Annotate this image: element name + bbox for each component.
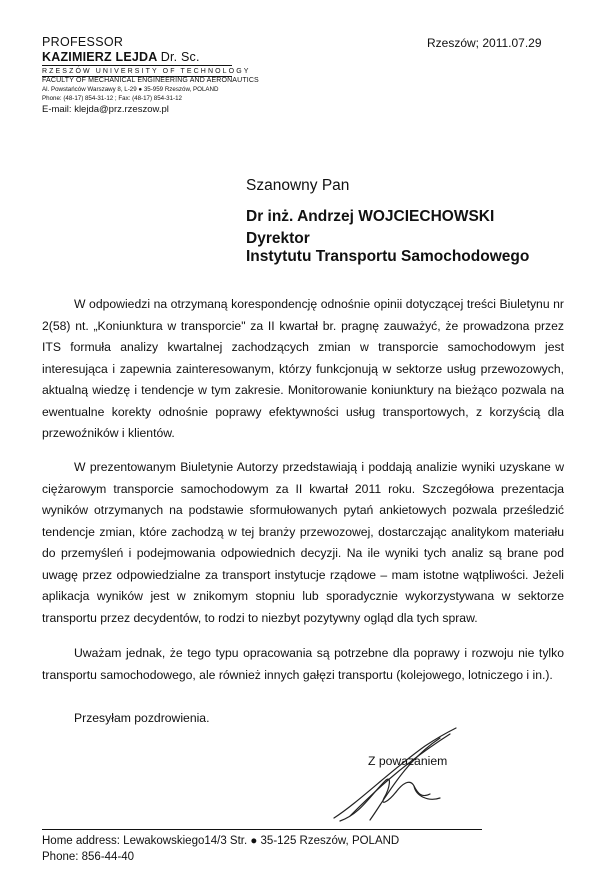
letterhead-degree: Dr. Sc.	[160, 50, 200, 64]
body-paragraph-2: W prezentowanym Biuletynie Autorzy przedstawiają i poddają analizie wyniki uzyskane w ciężarowym transporcie samochodowym za II kwartał 2011 roku. Szczegółowa prezentacja wyników otrzymanych na podstawie sformułowanych pytań ankietowych pozwala prześledzić tendencje zmian, które zachodzą w tej branży przewozowej, dostarczając analitykom materiału do przemyśleń i podejmowania odpowiednich decyzji. Na ile wyniki tych analiz są brane pod uwagę przez odpowiedzialne za transport instytucje rządowe – mam istotne wątpliwości. Jeżeli aplikacja wyników jest w znikomym stopniu lub sporadycznie wykorzystywana w sektorze transportu przez decydentów, to rodzi to niezbyt pozytywny ogląd dla tych spraw.	[42, 460, 564, 625]
body-paragraph-3-wrap	[42, 643, 564, 686]
letterhead-title: PROFESSOR	[42, 35, 124, 49]
letterhead-faculty: FACULTY OF MECHANICAL ENGINEERING AND AERONAUTICS	[42, 77, 259, 84]
footer-home-address: Home address: Lewakowskiego14/3 Str. ● 35-125 Rzeszów, POLAND	[42, 835, 400, 847]
letterhead-phone: Phone: (48-17) 854-31-12 ; Fax: (48-17) 854-31-12	[42, 95, 182, 102]
recipient-name: Dr inż. Andrzej WOJCIECHOWSKI	[246, 208, 495, 225]
letter-date: Rzeszów; 2011.07.29	[427, 36, 542, 50]
body-paragraph-1: W odpowiedzi na otrzymaną korespondencję odnośnie opinii dotyczącej treści Biuletynu nr 2(58) nt. „Koniunktura w transporcie" za II kwartał br. pragnę zauważyć, że prowadzona przez ITS formuła analizy kwartalnej zachodzących zmian w transporcie samochodowym jest interesująca i zapewnia zainteresowanym, którzy funkcjonują w sektorze usług przewozowych, aktualną wiedzę i tendencje w tym zakresie. Monitorowanie koniunktury na bieżąco pozwala na ewentualne korekty odnośnie poprawy efektywności usług transportowych, z korzyścią dla przewoźników i klientów.	[42, 297, 564, 440]
footer-phone: Phone: 856-44-40	[42, 851, 135, 863]
body-paragraph-3: Uważam jednak, że tego typu opracowania są potrzebne dla poprawy i rozwoju nie tylko transportu samochodowego, ale również innych gałęzi transportu (kolejowego, lotniczego i in.).	[42, 646, 564, 682]
letterhead-address: Al. Powstańców Warszawy 8, L-29 ● 35-959 Rzeszów, POLAND	[42, 86, 219, 93]
body-paragraph-4-wrap	[42, 708, 564, 730]
body-paragraph-2-wrap	[42, 457, 564, 629]
letterhead-email: E-mail: klejda@prz.rzeszow.pl	[42, 104, 169, 115]
body-paragraph-4: Przesyłam pozdrowienia.	[74, 711, 210, 725]
body-paragraph-1-wrap	[42, 294, 564, 445]
footer-rule	[42, 829, 482, 830]
recipient-salutation: Szanowny Pan	[246, 177, 350, 194]
recipient-position: Dyrektor	[246, 230, 310, 247]
handwritten-signature	[330, 726, 460, 826]
recipient-institution: Instytutu Transportu Samochodowego	[246, 248, 530, 265]
letterhead-name: KAZIMIERZ LEJDA	[42, 50, 158, 64]
letterhead-name-line	[42, 50, 200, 64]
letterhead-university: RZESZÓW UNIVERSITY OF TECHNOLOGY	[42, 68, 251, 75]
closing-regards: Z poważaniem	[368, 754, 448, 768]
letterhead-rule-top	[42, 65, 232, 66]
